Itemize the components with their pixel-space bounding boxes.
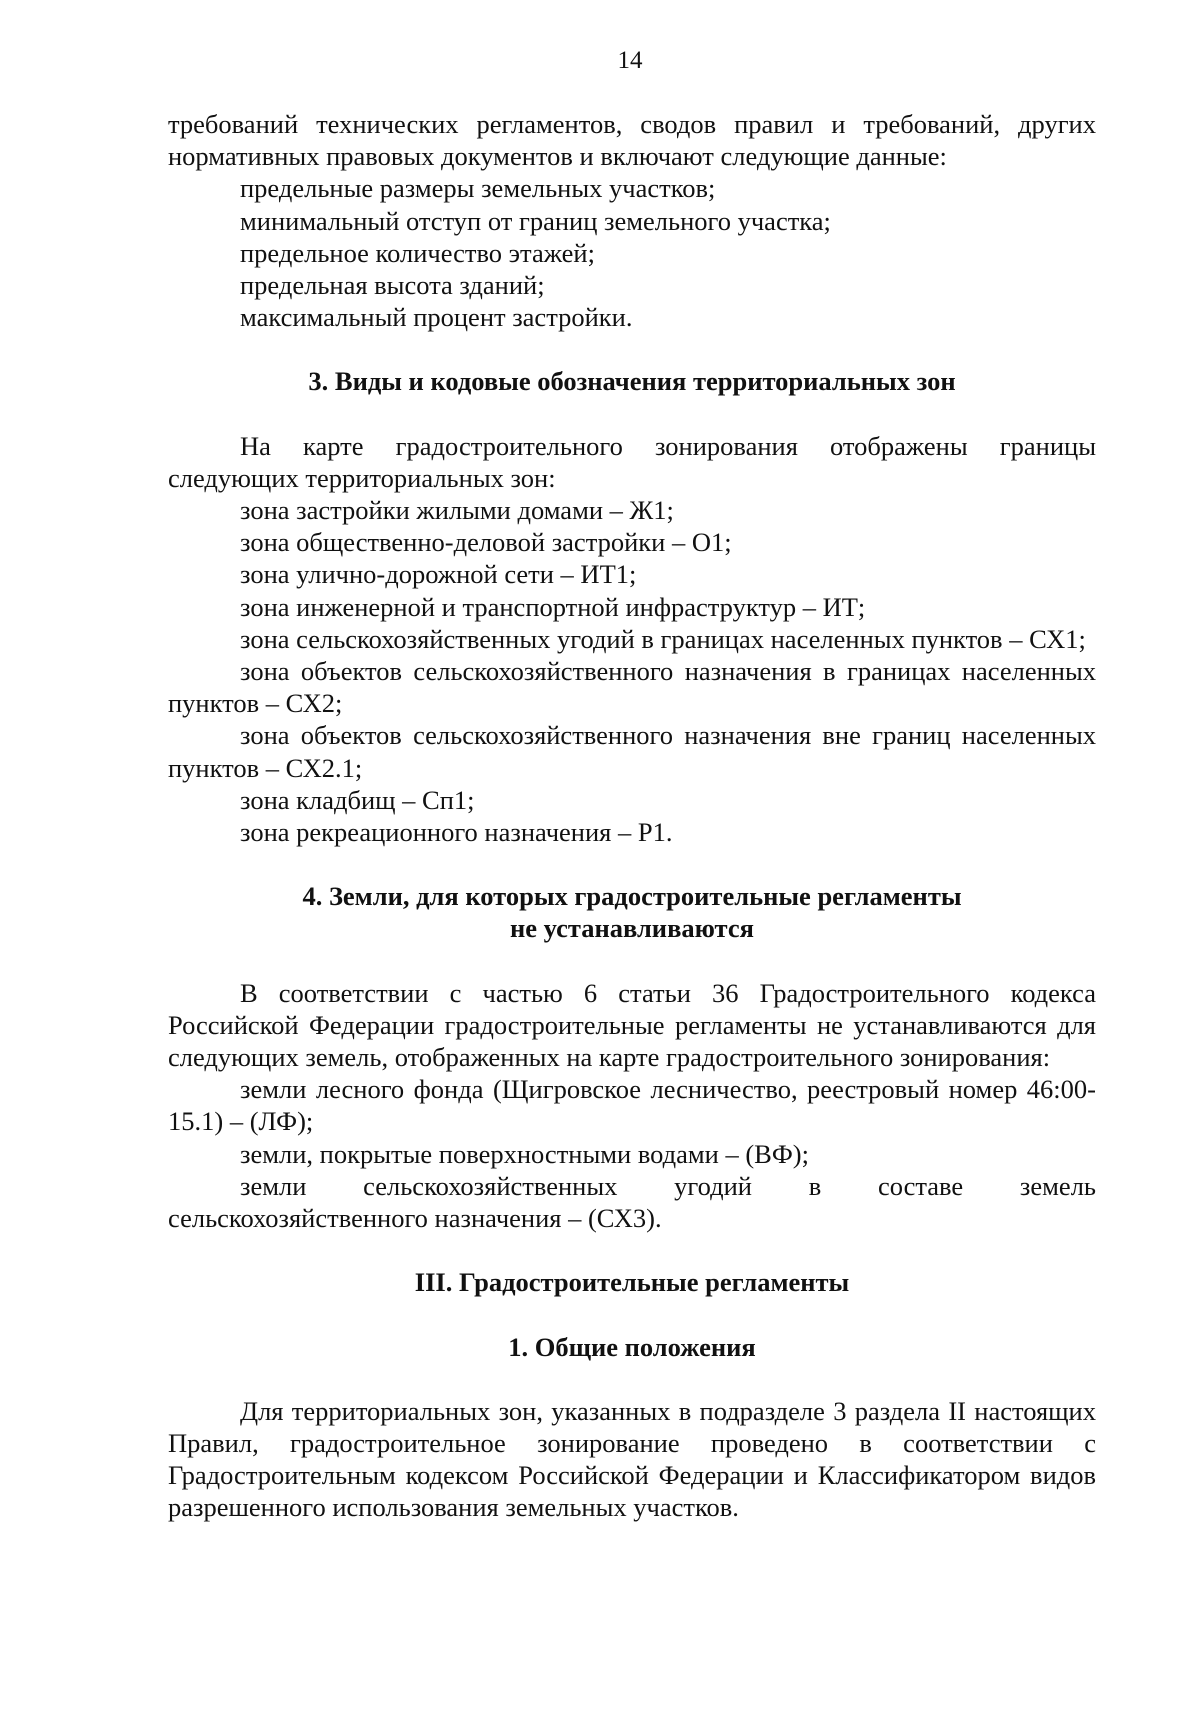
list-item: минимальный отступ от границ земельного участка; — [240, 205, 831, 236]
zone-item: зона общественно-деловой застройки – О1; — [240, 527, 732, 558]
subsection1-heading: 1. Общие положения — [508, 1331, 756, 1362]
zone-item: зона инженерной и транспортной инфраструктур – ИТ; — [240, 591, 866, 622]
land-item: земли сельскохозяйственных угодий в составе земель сельскохозяйственного назначения – (СХ3). — [168, 1170, 1096, 1234]
zone-item: зона сельскохозяйственных угодий в границах населенных пунктов – СХ1; — [240, 623, 1086, 654]
zone-item: зона рекреационного назначения – Р1. — [240, 817, 673, 848]
zone-item: зона застройки жилыми домами – Ж1; — [240, 495, 674, 526]
page-content — [168, 108, 1096, 1524]
list-item: предельные размеры земельных участков; — [240, 173, 716, 204]
section4-heading-line1: 4. Земли, для которых градостроительные регламенты — [302, 881, 962, 912]
zone-item: зона улично-дорожной сети – ИТ1; — [240, 559, 637, 590]
subsection1-text: Для территориальных зон, указанных в подразделе 3 раздела II настоящих Правил, градостроительное зонирование проведено в соответствии с Градостроительным кодексом Российской Федерации и Классификатором видов разрешенного использования земельных участков. — [168, 1395, 1096, 1523]
zone-item: зона объектов сельскохозяйственного назначения вне границ населенных пунктов – СХ2.1; — [168, 720, 1096, 783]
list-item: предельное количество этажей; — [240, 237, 595, 268]
land-item: земли, покрытые поверхностными водами – (ВФ); — [240, 1138, 809, 1169]
section3-heading: 3. Виды и кодовые обозначения территориальных зон — [308, 366, 956, 397]
zone-item: зона кладбищ – Сп1; — [240, 784, 475, 815]
list-item: максимальный процент застройки. — [240, 302, 633, 333]
list-item: предельная высота зданий; — [240, 270, 545, 301]
intro-paragraph: требований технических регламентов, сводов правил и требований, других нормативных правовых документов и включают следующие данные: — [168, 109, 1096, 172]
section4-heading-line2: не устанавливаются — [510, 913, 754, 944]
land-item: земли лесного фонда (Щигровское лесничество, реестровый номер 46:00-15.1) – (ЛФ); — [168, 1074, 1096, 1137]
section3-lead: На карте градостроительного зонирования отображены границы следующих территориальных зон: — [168, 430, 1096, 493]
zone-item: зона объектов сельскохозяйственного назначения в границах населенных пунктов – СХ2; — [168, 656, 1096, 719]
part3-heading-block — [168, 1266, 1096, 1298]
subsection1-heading-block — [168, 1331, 1096, 1363]
section4-heading-block — [168, 880, 1096, 944]
page-number: 14 — [617, 47, 643, 74]
section3-heading-block — [168, 365, 1096, 397]
part3-heading: III. Градостроительные регламенты — [414, 1267, 850, 1298]
section4-lead: В соответствии с частью 6 статьи 36 Градостроительного кодекса Российской Федерации градостроительные регламенты не устанавливаются для следующих земель, отображенных на карте градостроительного зонирования: — [168, 977, 1096, 1073]
